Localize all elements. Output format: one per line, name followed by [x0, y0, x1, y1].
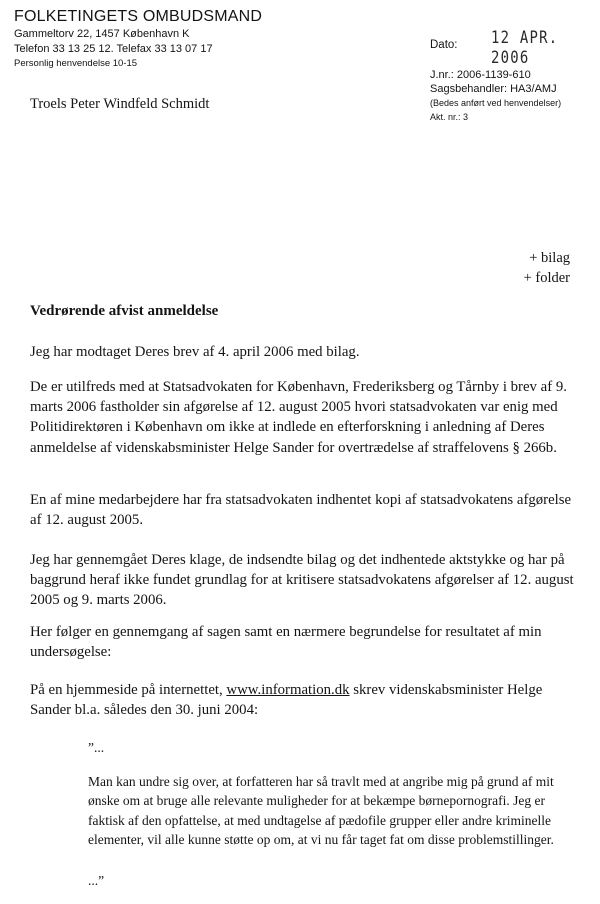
paragraph-text: skrev videnskabsminister Helge Sander bl.a. således den 30. juni 2004: — [30, 682, 543, 719]
paragraph: Jeg har gennemgået Deres klage, de indsendte bilag og det indhentede aktstykke og har på baggrund heraf ikke fundet grundlag for at kritisere statsadvokatens afgørelser af 12. august 2005 og 9. marts 2006. — [30, 552, 574, 609]
document-number: Akt. nr.: 3 — [430, 112, 469, 122]
paragraph: En af mine medarbejdere har fra statsadvokaten indhentet kopi af statsadvokatens afgørelse af 12. august 2005. — [30, 492, 572, 529]
website-link[interactable]: www.information.dk — [226, 682, 350, 698]
paragraph: Her følger en gennemgang af sagen samt en nærmere begrundelse for resultatet af min undersøgelse: — [30, 624, 542, 661]
organization-visiting-hours: Personlig henvendelse 10-15 — [14, 58, 138, 69]
enclosure-item: + folder — [523, 270, 570, 286]
enclosure-item: + bilag — [529, 250, 570, 266]
quote-body: Man kan undre sig over, at forfatteren har så travlt med at angribe mig på grund af mit ønske om at bruge alle relevante muligheder for at bekæmpe børnepornografi. Jeg er faktisk af den opfattelse, at med undtagelse af pædofile grupper eller andre kriminelle elementer, vil alle kunne støtte op om, at vi nu får taget fat om disse problemstillinger. — [88, 774, 554, 847]
paragraph — [30, 680, 580, 720]
case-handler: Sagsbehandler: HA3/AMJ — [430, 83, 557, 95]
quote-open: ”... — [88, 740, 105, 755]
paragraph-text: På en hjemmeside på internettet, — [30, 682, 227, 698]
paragraph: De er utilfreds med at Statsadvokaten for København, Frederiksberg og Tårnby i brev af 9. marts 2006 fastholder sin afgørelse af 12. august 2005 hvori statsadvokaten var enig med Politidirektøren i København om ikke at indlede en efterforskning i anledning af Deres anmeldelse af videnskabsminister Helge Sander for overtrædelse af straffelovens § 266b. — [30, 379, 567, 456]
case-handler-note: (Bedes anført ved henvendelser) — [430, 98, 562, 108]
letter-subject: Vedrørende afvist anmeldelse — [30, 303, 219, 319]
paragraph: Jeg har modtaget Deres brev af 4. april 2006 med bilag. — [30, 344, 360, 360]
enclosures — [524, 248, 570, 288]
reference-block — [430, 68, 561, 124]
journal-number: J.nr.: 2006-1139-610 — [430, 69, 531, 81]
date-stamp: 12 APR. 2006 — [491, 28, 559, 68]
organization-name: FOLKETINGETS OMBUDSMAND — [14, 8, 263, 25]
organization-phone-fax: Telefon 33 13 25 12. Telefax 33 13 07 17 — [14, 43, 213, 55]
recipient-name: Troels Peter Windfeld Schmidt — [30, 96, 210, 112]
quote-close: ...” — [88, 873, 105, 888]
organization-address: Gammeltorv 22, 1457 København K — [14, 28, 190, 40]
date-label: Dato: — [430, 39, 458, 51]
